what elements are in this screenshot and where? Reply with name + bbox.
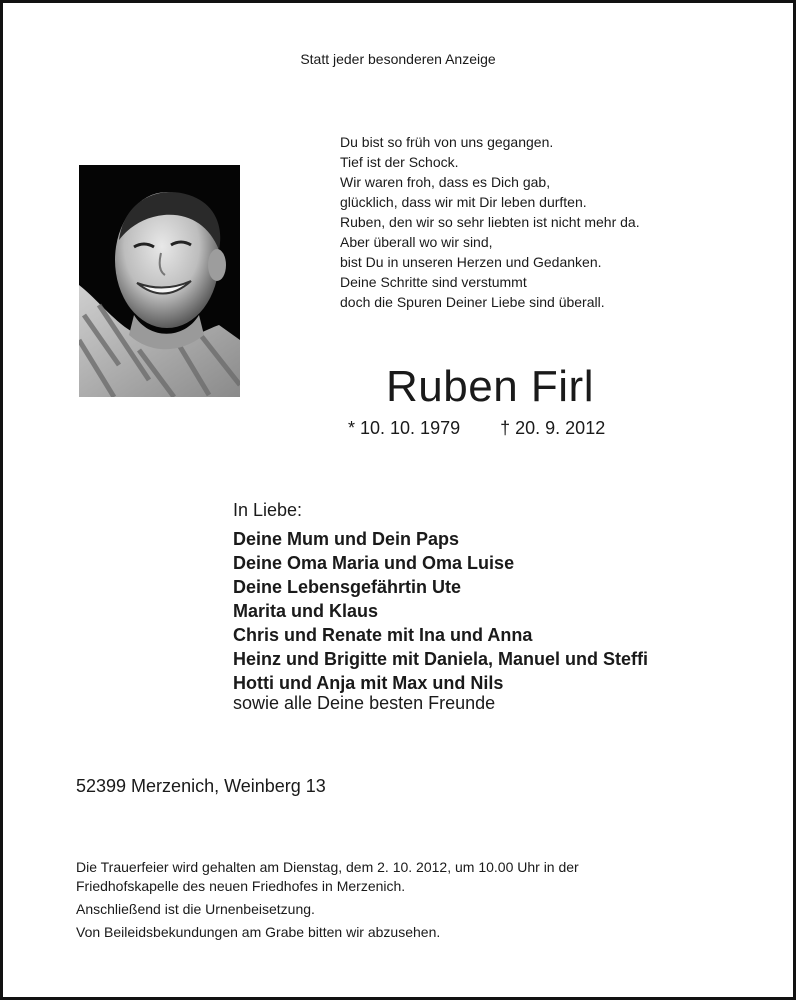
poem-line: bist Du in unseren Herzen und Gedanken. [340, 254, 602, 270]
family-address: 52399 Merzenich, Weinberg 13 [76, 776, 326, 796]
poem-line: Deine Schritte sind verstummt [340, 274, 527, 290]
life-dates [348, 418, 605, 439]
poem-line: Aber überall wo wir sind, [340, 234, 493, 250]
funeral-info [76, 858, 579, 942]
info-line: Die Trauerfeier wird gehalten am Dienstag, dem 2. 10. 2012, um 10.00 Uhr in der [76, 859, 579, 875]
info-line: Friedhofskapelle des neuen Friedhofes in Merzenich. [76, 878, 406, 894]
mourner-entry: Deine Lebensgefährtin Ute [233, 577, 462, 597]
info-line: Anschließend ist die Urnenbeisetzung. [76, 901, 315, 917]
poem-line: glücklich, dass wir mit Dir leben durften. [340, 194, 587, 210]
mourner-entry: Deine Oma Maria und Oma Luise [233, 553, 515, 573]
poem [340, 132, 640, 312]
poem-line: Wir waren froh, dass es Dich gab, [340, 174, 551, 190]
mourner-entry: Marita und Klaus [233, 601, 379, 621]
poem-line: Ruben, den wir so sehr liebten ist nicht mehr da. [340, 214, 640, 230]
poem-line: doch die Spuren Deiner Liebe sind überall. [340, 294, 605, 310]
deceased-name: Ruben Firl [386, 362, 594, 411]
mourner-entry: Chris und Renate mit Ina und Anna [233, 625, 533, 645]
poem-line: Tief ist der Schock. [340, 154, 459, 170]
friends-line: sowie alle Deine besten Freunde [233, 693, 496, 713]
birth-date: * 10. 10. 1979 [348, 418, 461, 438]
header-note: Statt jeder besonderen Anzeige [300, 51, 496, 67]
mourner-entry: Deine Mum und Dein Paps [233, 529, 460, 549]
mourner-list [233, 527, 648, 695]
poem-line: Du bist so früh von uns gegangen. [340, 134, 554, 150]
mourner-entry: Heinz und Brigitte mit Daniela, Manuel und Steffi [233, 649, 649, 669]
info-line: Von Beileidsbekundungen am Grabe bitten wir abzusehen. [76, 924, 441, 940]
death-date: † 20. 9. 2012 [500, 418, 606, 438]
mourner-entry: Hotti und Anja mit Max und Nils [233, 673, 504, 693]
in-love-label: In Liebe: [233, 500, 303, 520]
